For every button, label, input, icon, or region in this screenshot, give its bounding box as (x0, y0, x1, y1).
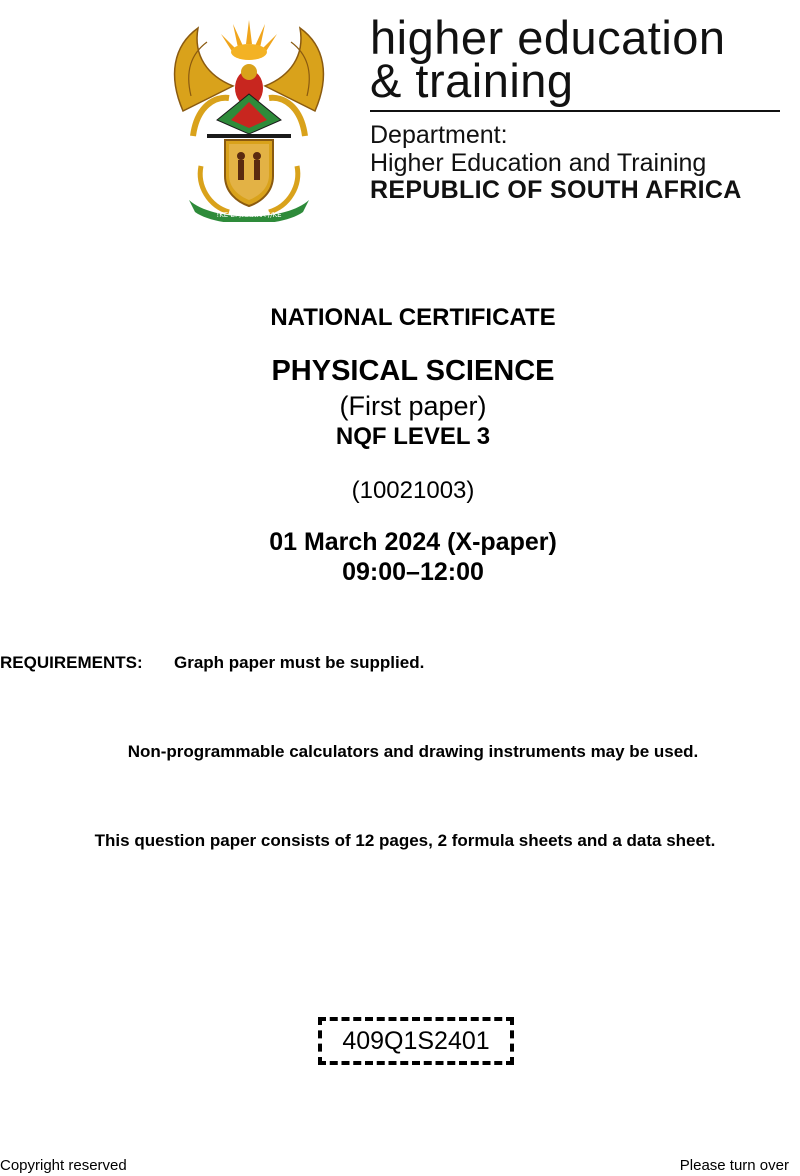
footer-turn-over: Please turn over (679, 1157, 789, 1174)
department-label: Department: (370, 121, 508, 149)
subject-code: (10021003) (351, 477, 475, 504)
exam-time: 09:00–12:00 (342, 558, 484, 586)
requirements-text: Graph paper must be supplied. (174, 653, 425, 672)
calculator-instruction: Non-programmable calculators and drawing instruments may be used. (127, 742, 699, 761)
department-country: REPUBLIC OF SOUTH AFRICA (370, 176, 742, 204)
nqf-level: NQF LEVEL 3 (335, 423, 491, 450)
brand-title-line2: & training (370, 54, 574, 107)
page-count-instruction: This question paper consists of 12 pages, 2 formula sheets and a data sheet. (94, 831, 716, 850)
paper-number: (First paper) (339, 391, 487, 421)
certificate-title: NATIONAL CERTIFICATE (270, 304, 556, 331)
footer-copyright: Copyright reserved (0, 1157, 127, 1174)
brand-divider (370, 110, 780, 112)
department-name: Higher Education and Training (370, 149, 707, 177)
subject-title: PHYSICAL SCIENCE (271, 355, 555, 387)
requirements-label: REQUIREMENTS: (0, 653, 143, 672)
paper-code-box: 409Q1S2401 (318, 1017, 514, 1065)
coat-of-arms-motto: !KE E: /XARRA //KE (216, 211, 282, 219)
brand-title-line1: higher education (370, 11, 726, 64)
coat-of-arms-logo (163, 16, 335, 222)
exam-date: 01 March 2024 (X-paper) (269, 528, 557, 556)
